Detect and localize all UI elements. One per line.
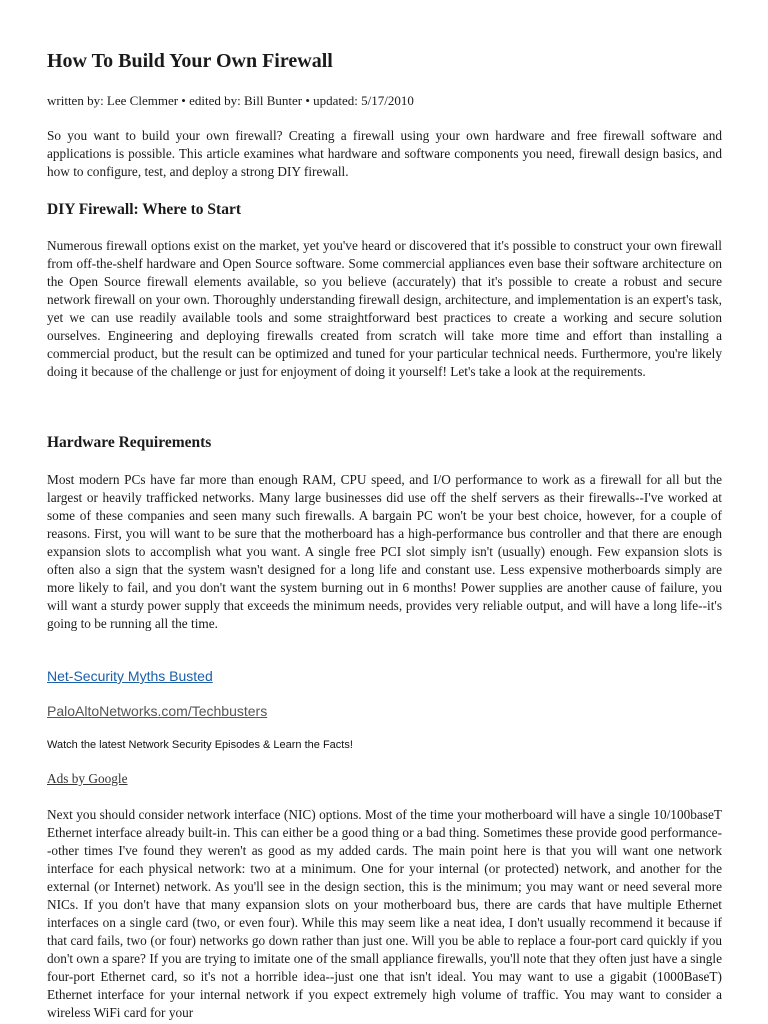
article-title: How To Build Your Own Firewall	[47, 50, 333, 72]
section-body-hardware: Most modern PCs have far more than enough RAM, CPU speed, and I/O performance to work as a firewall for all but the largest or heavily trafficked networks. Many large businesses did use off the shelf servers as their firewalls--I've worked at some of these companies and seen many such firewalls. A bargain PC won't be your best choice, however, for a couple of reasons. First, you will want to be sure that the motherboard has a high-performance bus controller and that there are enough expansion slots to accomplish what you want. A single free PCI slot simply isn't (usually) enough. Few expansion slots is often also a sign that the system wasn't designed for a long life and constant use. Less expensive motherboards simply are more likely to fail, and you don't want the system burning out in 6 months! Power supplies are another cause of failure, you will want a sturdy power supply that exceeds the minimum needs, provides very reliable output, and will have a long life--it's going to be running all the time.	[47, 472, 722, 631]
ad-title-link[interactable]: Net-Security Myths Busted	[47, 668, 213, 684]
intro-paragraph: So you want to build your own firewall? Creating a firewall using your own hardware and free firewall software and applications is possible. This article examines what hardware and software components you need, firewall design basics, and how to configure, test, and deploy a strong DIY firewall.	[47, 128, 722, 179]
ad-description: Watch the latest Network Security Episodes & Learn the Facts!	[47, 739, 353, 751]
article-byline: written by: Lee Clemmer • edited by: Bill Bunter • updated: 5/17/2010	[47, 93, 414, 108]
section-body-where-to-start: Numerous firewall options exist on the market, yet you've heard or discovered that it's possible to construct your own firewall from off-the-shelf hardware and Open Source software. Some commercial appliances even base their software architecture on the Open Source firewall elements available, so you believe (accurately) that it's possible to create a robust and secure network firewall on your own. Thoroughly understanding firewall design, architecture, and implementation is an expert's task, yet we can use readily available tools and some straightforward best practices to create a working and secure solution ourselves. Engineering and deploying firewalls created from scratch will take more time and effort than installing a commercial product, but the result can be optimized and tuned for your particular technical needs. Furthermore, you're likely doing it because of the challenge or just for enjoyment of doing it yourself! Let's take a look at the requirements.	[47, 238, 722, 379]
continuation-paragraph: Next you should consider network interface (NIC) options. Most of the time your motherboard will have a single 10/100baseT Ethernet interface already built-in. This can either be a good thing or a bad thing. Sometimes these provide good performance--other times I've found they weren't as good as my added cards. The main point here is that you will want one network interface for each physical network: two at a minimum. One for your internal (or protected) network, and another for the external (or Internet) network. As you'll see in the design section, this is the minimum; you may want or need several more NICs. If you don't have that many expansion slots on your motherboard bus, there are cards that have multiple Ethernet interfaces on a single card (two, or even four). While this may seem like a neat idea, I don't usually recommend it because if that card fails, two (or four) networks go down rather than just one. Will you be able to replace a four-port card quickly if you don't own a spare? If you are trying to imitate one of the small appliance firewalls, you'll note that they often just have a single four-port Ethernet card, so it's not a horrible idea--just one that isn't ideal. You may want to use a gigabit (1000BaseT) Ethernet interface for your internal network if you expect extremely high volume of traffic. You may want to consider a wireless WiFi card for your	[47, 807, 722, 1020]
section-heading-hardware: Hardware Requirements	[47, 434, 212, 451]
section-heading-where-to-start: DIY Firewall: Where to Start	[47, 201, 241, 218]
ad-display-url-link[interactable]: PaloAltoNetworks.com/Techbusters	[47, 703, 268, 719]
ads-by-google-link[interactable]: Ads by Google	[47, 771, 128, 786]
